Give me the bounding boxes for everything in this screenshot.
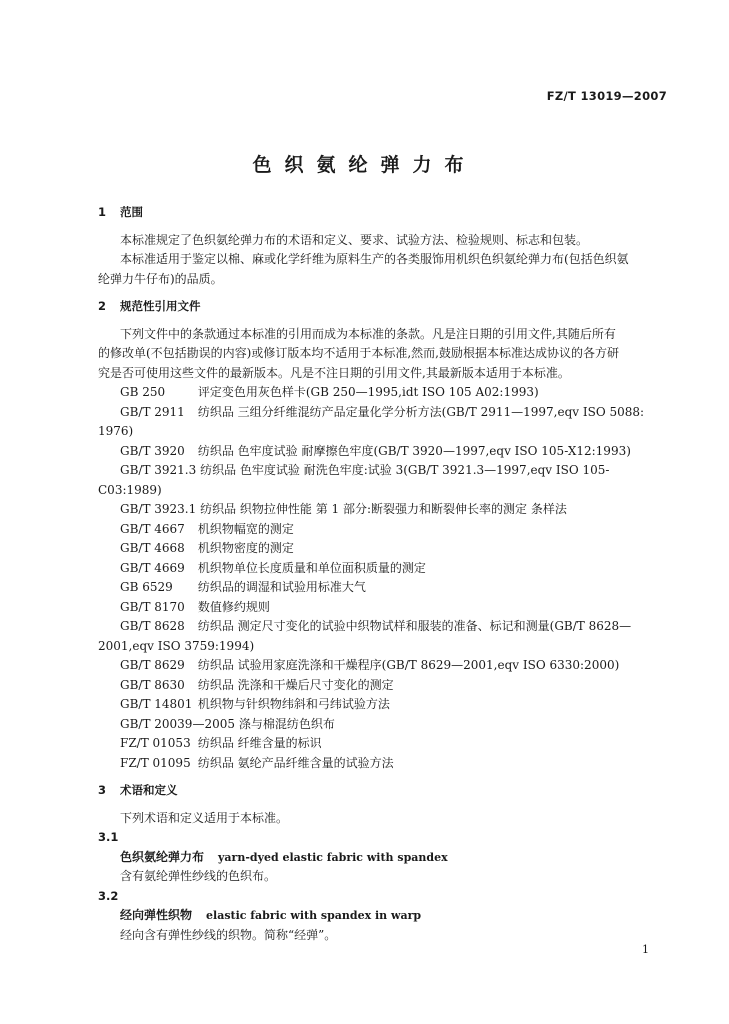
reference-list [98,383,658,773]
reference-item [98,617,658,637]
reference-code: GB/T 8629 [120,658,185,672]
term-chinese: 色织氨纶弹力布 [120,849,205,864]
section-title: 术语和定义 [120,783,178,797]
paragraph-continuation: 的修改单(不包括勘误的内容)或修订版本均不适用于本标准,然而,鼓励根据本标准达成协议的各方研 [98,346,619,360]
reference-title: 纺织品 洗涤和干燥后尺寸变化的测定 [197,677,394,692]
reference-continuation: C03:1989) [98,482,162,497]
paragraph: 本标准适用于鉴定以棉、麻或化学纤维为原料生产的各类服饰用机织色织氨纶弹力布(包括色织氨 [120,252,629,266]
section-heading-terms [98,781,658,801]
term-english: elastic fabric with spandex in warp [206,909,422,922]
reference-code: GB/T 4667 [120,521,185,536]
reference-continuation: 1976) [98,424,134,438]
reference-item [98,520,658,540]
reference-item [98,676,658,696]
section-number: 1 [98,205,107,219]
paragraph-continuation: 纶弹力牛仔布)的品质。 [98,271,223,286]
page-number: 1 [642,943,649,956]
reference-item [98,442,658,462]
reference-item [98,559,658,579]
reference-item [98,656,658,676]
reference-code: GB/T 8630 [120,677,185,692]
reference-code: GB/T 3923.1 [120,502,197,516]
term-chinese: 经向弹性织物 [120,908,193,922]
reference-item [98,598,658,618]
reference-item [98,578,658,598]
term-number: 3.1 [98,830,119,844]
reference-code: GB/T 8170 [120,599,185,614]
reference-item [98,403,658,423]
paragraph: 下列文件中的条款通过本标准的引用而成为本标准的条款。凡是注日期的引用文件,其随后所有 [120,326,616,341]
reference-item [98,734,658,754]
section-heading-scope [98,203,658,223]
reference-title: 机织物单位长度质量和单位面积质量的测定 [197,560,426,575]
reference-code: GB/T 8628 [120,619,185,633]
reference-title: 纺织品 试验用家庭洗涤和干燥程序(GB/T 8629—2001,eqv ISO 6330:2000) [197,658,620,672]
reference-title: 评定变色用灰色样卡(GB 250—1995,idt ISO 105 A02:1993) [197,385,539,399]
reference-code: GB/T 3920 [120,443,185,458]
reference-item [98,715,658,735]
term-definition: 经向含有弹性纱线的织物。简称“经弹”。 [120,927,337,942]
reference-code: GB/T 4669 [120,560,185,575]
reference-item [98,539,658,559]
reference-title: 纺织品 氨纶产品纤维含量的试验方法 [197,755,394,770]
section-title: 范围 [120,205,143,219]
reference-code: FZ/T 01053 [120,736,191,750]
term-english: yarn-dyed elastic fabric with spandex [218,850,448,864]
reference-title: 纺织品的调湿和试验用标准大气 [197,580,366,594]
paragraph-continuation: 究是否可使用这些文件的最新版本。凡是不注日期的引用文件,其最新版本适用于本标准。 [98,365,570,380]
term-heading [98,906,658,926]
section-heading-normative-references [98,297,658,317]
reference-item [98,461,658,481]
reference-title: 纺织品 色牢度试验 耐洗色牢度:试验 3(GB/T 3921.3—1997,eqv ISO 105- [200,463,610,477]
paragraph: 下列术语和定义适用于本标准。 [120,810,289,825]
reference-item [98,695,658,715]
term-number: 3.2 [98,888,119,903]
reference-code: GB/T 14801 [120,697,193,711]
standard-number: FZ/T 13019—2007 [546,89,667,103]
reference-code: GB/T 4668 [120,541,185,555]
reference-item [98,500,658,520]
reference-title: 涤与棉混纺色织布 [238,716,335,731]
reference-title: 数值修约规则 [197,599,270,614]
reference-title: 机织物与针织物纬斜和弓纬试验方法 [197,697,390,711]
paragraph: 本标准规定了色织氨纶弹力布的术语和定义、要求、试验方法、检验规则、标志和包装。 [120,232,589,247]
reference-code: GB/T 3921.3 [120,463,197,477]
reference-title: 纺织品 测定尺寸变化的试验中织物试样和服装的准备、标记和测量(GB/T 8628— [197,619,632,633]
reference-item [98,383,658,403]
reference-title: 纺织品 色牢度试验 耐摩擦色牢度(GB/T 3920—1997,eqv ISO 105-X12:1993) [197,443,631,458]
document-title: 色织氨纶弹力布 [252,154,477,176]
reference-code: FZ/T 01095 [120,755,191,770]
reference-code: GB 6529 [120,580,173,594]
reference-item [98,754,658,774]
reference-title: 纺织品 纤维含量的标识 [197,736,322,750]
reference-title: 纺织品 织物拉伸性能 第 1 部分:断裂强力和断裂伸长率的测定 条样法 [200,502,567,516]
reference-title: 机织物密度的测定 [197,541,294,555]
reference-code: GB/T 2911 [120,404,185,419]
term-heading [98,848,658,868]
reference-code: GB/T 20039—2005 [120,716,235,731]
reference-title: 纺织品 三组分纤维混纺产品定量化学分析方法(GB/T 2911—1997,eqv ISO 5088: [197,404,645,419]
reference-title: 机织物幅宽的测定 [197,521,294,536]
reference-continuation: 2001,eqv ISO 3759:1994) [98,638,255,653]
section-number: 2 [98,299,107,313]
term-definition: 含有氨纶弹性纱线的色织布。 [120,869,277,883]
document-body [98,203,658,945]
term-list [98,828,658,945]
reference-code: GB 250 [120,385,166,399]
section-number: 3 [98,783,107,797]
section-title: 规范性引用文件 [120,299,201,313]
